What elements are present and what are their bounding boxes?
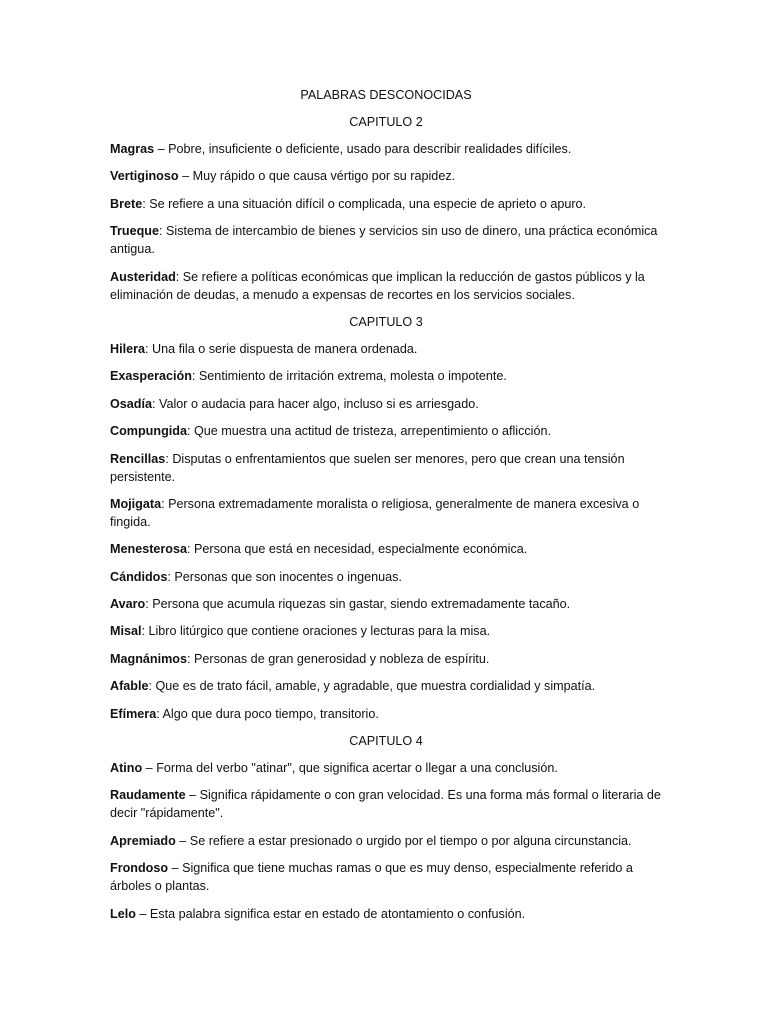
glossary-entry xyxy=(110,622,662,640)
term-separator: : xyxy=(161,496,169,511)
glossary-entry xyxy=(110,367,662,385)
glossary-definition: Persona que está en necesidad, especialmente económica. xyxy=(194,542,528,557)
glossary-entry xyxy=(110,495,662,531)
glossary-term: Hilera xyxy=(110,341,146,356)
glossary-entry xyxy=(110,905,662,923)
glossary-definition: Sistema de intercambio de bienes y servicios sin uso de dinero, una práctica económica antigua. xyxy=(110,224,658,257)
glossary-definition: Valor o audacia para hacer algo, incluso si es arriesgado. xyxy=(159,396,479,411)
term-separator: – xyxy=(168,861,183,876)
term-separator: : xyxy=(167,569,175,584)
glossary-definition: Se refiere a una situación difícil o complicada, una especie de aprieto o apuro. xyxy=(149,196,587,211)
term-separator: : xyxy=(141,624,149,639)
chapter-heading: CAPITULO 3 xyxy=(349,314,423,329)
term-separator: – xyxy=(175,833,190,848)
sections-container xyxy=(110,113,662,923)
glossary-definition: Forma del verbo "atinar", que significa acertar o llegar a una conclusión. xyxy=(156,761,558,776)
glossary-term: Afable xyxy=(110,679,149,694)
glossary-entry xyxy=(110,268,662,304)
term-separator: : xyxy=(148,679,156,694)
glossary-term: Cándidos xyxy=(110,569,168,584)
glossary-term: Atino xyxy=(110,761,143,776)
glossary-entry xyxy=(110,650,662,668)
glossary-term: Compungida xyxy=(110,424,187,439)
glossary-term: Austeridad xyxy=(110,269,176,284)
glossary-term: Efímera xyxy=(110,706,157,721)
term-separator: : xyxy=(191,369,199,384)
glossary-term: Brete xyxy=(110,196,143,211)
glossary-entry xyxy=(110,568,662,586)
term-separator: – xyxy=(185,788,200,803)
glossary-entry xyxy=(110,832,662,850)
document-title: PALABRAS DESCONOCIDAS xyxy=(300,88,472,102)
term-separator: – xyxy=(142,761,157,776)
term-separator: : xyxy=(187,542,194,557)
glossary-definition: Una fila o serie dispuesta de manera ordenada. xyxy=(152,341,418,356)
glossary-term: Apremiado xyxy=(110,833,176,848)
glossary-entry xyxy=(110,859,662,895)
glossary-term: Rencillas xyxy=(110,451,166,466)
glossary-definition: Sentimiento de irritación extrema, molesta o impotente. xyxy=(198,369,507,384)
glossary-term: Trueque xyxy=(110,224,159,239)
term-separator: : xyxy=(142,196,150,211)
glossary-entry xyxy=(110,195,662,213)
glossary-term: Vertiginoso xyxy=(110,169,179,184)
glossary-definition: Significa que tiene muchas ramas o que es muy denso, especialmente referido a árboles o plantas. xyxy=(110,861,633,894)
glossary-definition: Se refiere a estar presionado o urgido por el tiempo o por alguna circunstancia. xyxy=(189,833,632,848)
glossary-entry xyxy=(110,595,662,613)
glossary-term: Raudamente xyxy=(110,788,186,803)
glossary-definition: Personas de gran generosidad y nobleza de espíritu. xyxy=(193,651,490,666)
glossary-term: Mojigata xyxy=(110,496,162,511)
glossary-entry xyxy=(110,677,662,695)
glossary-definition: Que muestra una actitud de tristeza, arrepentimiento o aflicción. xyxy=(193,424,551,439)
glossary-entry xyxy=(110,759,662,777)
term-separator: : xyxy=(186,651,194,666)
glossary-term: Misal xyxy=(110,624,142,639)
term-separator: : xyxy=(145,341,153,356)
glossary-definition: Muy rápido o que causa vértigo por su rapidez. xyxy=(192,169,456,184)
term-separator: : xyxy=(156,706,163,721)
glossary-term: Frondoso xyxy=(110,861,169,876)
chapter-heading: CAPITULO 2 xyxy=(349,115,423,129)
term-separator: – xyxy=(154,142,169,156)
glossary-entry xyxy=(110,422,662,440)
glossary-definition: Que es de trato fácil, amable, y agradable, que muestra cordialidad y simpatía. xyxy=(155,679,596,694)
glossary-definition: Personas que son inocentes o ingenuas. xyxy=(174,569,402,584)
term-separator: – xyxy=(178,169,193,184)
glossary-entry xyxy=(110,140,662,158)
glossary-term: Lelo xyxy=(110,906,136,921)
glossary-entry xyxy=(110,167,662,185)
glossary-definition: Significa rápidamente o con gran velocidad. Es una forma más formal o literaria de decir "rápidamente". xyxy=(110,788,661,821)
glossary-definition: Disputas o enfrentamientos que suelen ser menores, pero que crean una tensión persistente. xyxy=(110,451,625,484)
glossary-entry xyxy=(110,340,662,358)
term-separator: : xyxy=(175,269,183,284)
glossary-definition: Algo que dura poco tiempo, transitorio. xyxy=(162,706,379,721)
glossary-entry xyxy=(110,222,662,258)
glossary-definition: Se refiere a políticas económicas que implican la reducción de gastos públicos y la eliminación de deudas, a menudo a expensas de recortes en los servicios sociales. xyxy=(110,269,645,302)
glossary-entry xyxy=(110,786,662,822)
glossary-definition: Libro litúrgico que contiene oraciones y lecturas para la misa. xyxy=(148,624,491,639)
glossary-definition: Pobre, insuficiente o deficiente, usado para describir realidades difíciles. xyxy=(168,142,572,156)
term-separator: : xyxy=(186,424,194,439)
glossary-term: Magras xyxy=(110,142,155,156)
glossary-term: Magnánimos xyxy=(110,651,187,666)
glossary-definition: Esta palabra significa estar en estado de atontamiento o confusión. xyxy=(149,906,526,921)
term-separator: : xyxy=(152,396,159,411)
glossary-term: Menesterosa xyxy=(110,542,187,557)
chapter-heading: CAPITULO 4 xyxy=(349,734,423,749)
glossary-entry xyxy=(110,450,662,486)
term-separator: : xyxy=(159,224,166,239)
glossary-term: Osadía xyxy=(110,396,152,411)
glossary-term: Exasperación xyxy=(110,369,192,384)
glossary-entry xyxy=(110,395,662,413)
term-separator: : xyxy=(145,597,153,612)
glossary-entry xyxy=(110,540,662,558)
term-separator: : xyxy=(165,451,173,466)
glossary-definition: Persona que acumula riquezas sin gastar, siendo extremadamente tacaño. xyxy=(152,597,571,612)
term-separator: – xyxy=(135,906,150,921)
document-body xyxy=(110,86,662,932)
glossary-term: Avaro xyxy=(110,597,146,612)
glossary-definition: Persona extremadamente moralista o religiosa, generalmente de manera excesiva o fingida. xyxy=(110,496,640,529)
glossary-entry xyxy=(110,705,662,723)
